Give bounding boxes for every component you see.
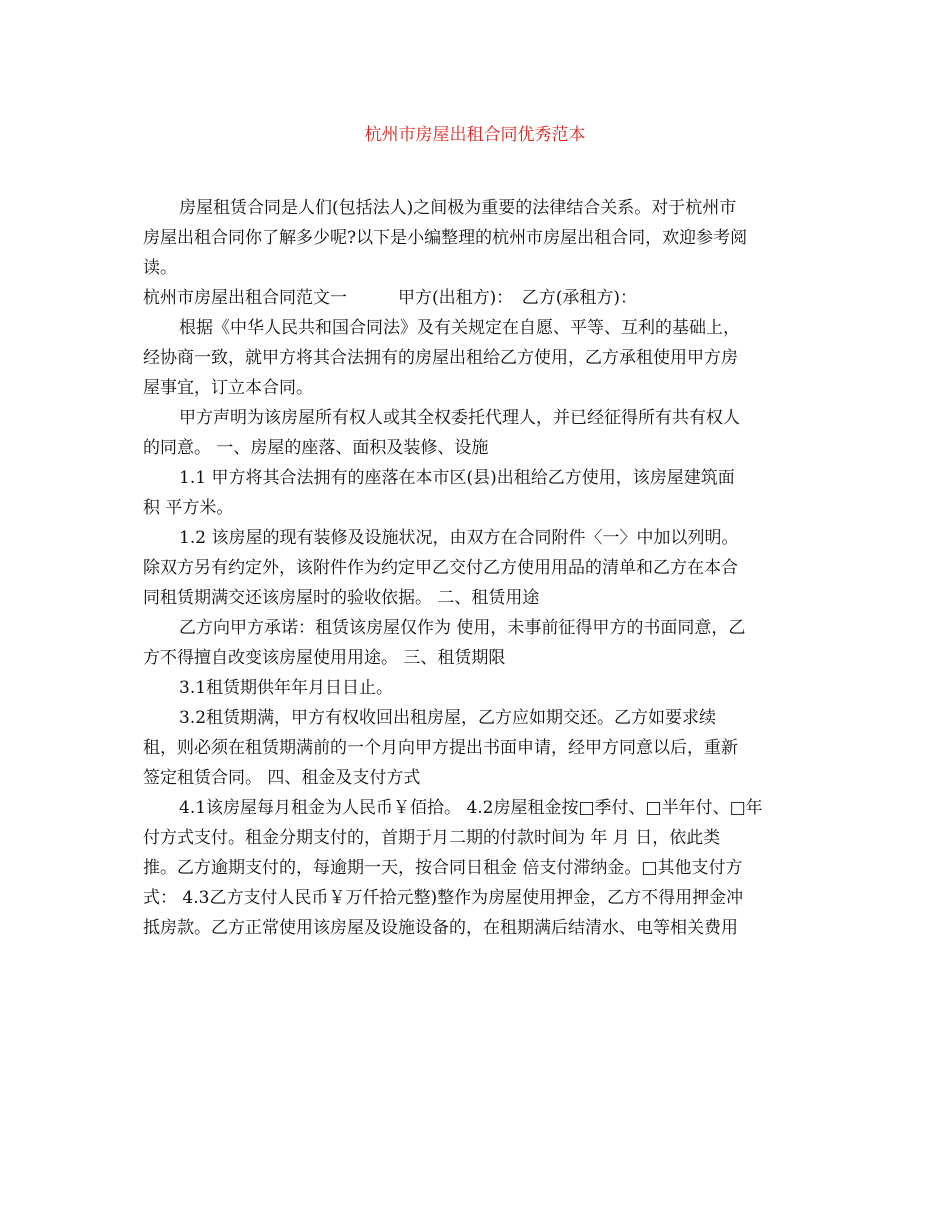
paragraph-line: 方不得擅自改变该房屋使用用途。 三、租赁期限 [143,648,506,668]
paragraph-line: 根据《中华人民共和国合同法》及有关规定在自愿、平等、互利的基础上， [179,318,740,338]
paragraph-line: 式： 4.3乙方支付人民币￥万仟拾元整)整作为房屋使用押金，乙方不得用押金冲 [143,888,744,908]
paragraph-line: 除双方另有约定外，该附件作为约定甲乙交付乙方使用用品的清单和乙方在本合 [143,558,738,578]
paragraph-line: 付方式支付。租金分期支付的，首期于月二期的付款时间为 年 月 日，依此类 [143,828,721,848]
paragraph-line: 签定租赁合同。 四、租金及支付方式 [143,768,421,788]
paragraph-line: 的同意。 一、房屋的座落、面积及装修、设施 [143,438,489,458]
paragraph-line: 抵房款。乙方正常使用该房屋及设施设备的，在租期满后结清水、电等相关费用 [143,918,738,938]
document-title: 杭州市房屋出租合同优秀范本 [364,125,586,145]
paragraph-line: 经协商一致，就甲方将其合法拥有的房屋出租给乙方使用，乙方承租使用甲方房 [143,348,738,368]
paragraph-line: 4.1该房屋每月租金为人民币￥佰拾。 4.2房屋租金按□季付、□半年付、□年 [179,798,763,818]
paragraph-line: 推。乙方逾期支付的，每逾期一天，按合同日租金 倍支付滞纳金。□其他支付方 [143,858,743,878]
paragraph-line: 房屋出租合同你了解多少呢?以下是小编整理的杭州市房屋出租合同，欢迎参考阅 [143,228,748,248]
paragraph-line: 同租赁期满交还该房屋时的验收依据。 二、租赁用途 [143,588,540,608]
paragraph-line: 屋事宜，订立本合同。 [143,378,313,398]
paragraph-line: 租，则必须在租赁期满前的一个月向甲方提出书面申请，经甲方同意以后，重新 [143,738,738,758]
paragraph-line: 房屋租赁合同是人们(包括法人)之间极为重要的法律结合关系。对于杭州市 [179,198,737,218]
paragraph-line: 积 平方米。 [143,498,234,518]
paragraph-line: 3.2租赁期满，甲方有权收回出租房屋，乙方应如期交还。乙方如要求续 [179,708,717,728]
paragraph-line: 1.1 甲方将其合法拥有的座落在本市区(县)出租给乙方使用，该房屋建筑面 [179,468,735,488]
document-body [143,193,807,943]
paragraph-line: 3.1租赁期供年年月日日止。 [179,678,394,698]
paragraph-line: 乙方向甲方承诺：租赁该房屋仅作为 使用，未事前征得甲方的书面同意，乙 [179,618,746,638]
paragraph-line: 甲方声明为该房屋所有权人或其全权委托代理人，并已经征得所有共有权人 [179,408,740,428]
paragraph-line: 1.2 该房屋的现有装修及设施状况，由双方在合同附件〈一〉中加以列明。 [179,528,739,548]
paragraph-line: 读。 [143,258,177,278]
paragraph-line: 杭州市房屋出租合同范文一 甲方(出租方)： 乙方(承租方)： [143,288,638,308]
